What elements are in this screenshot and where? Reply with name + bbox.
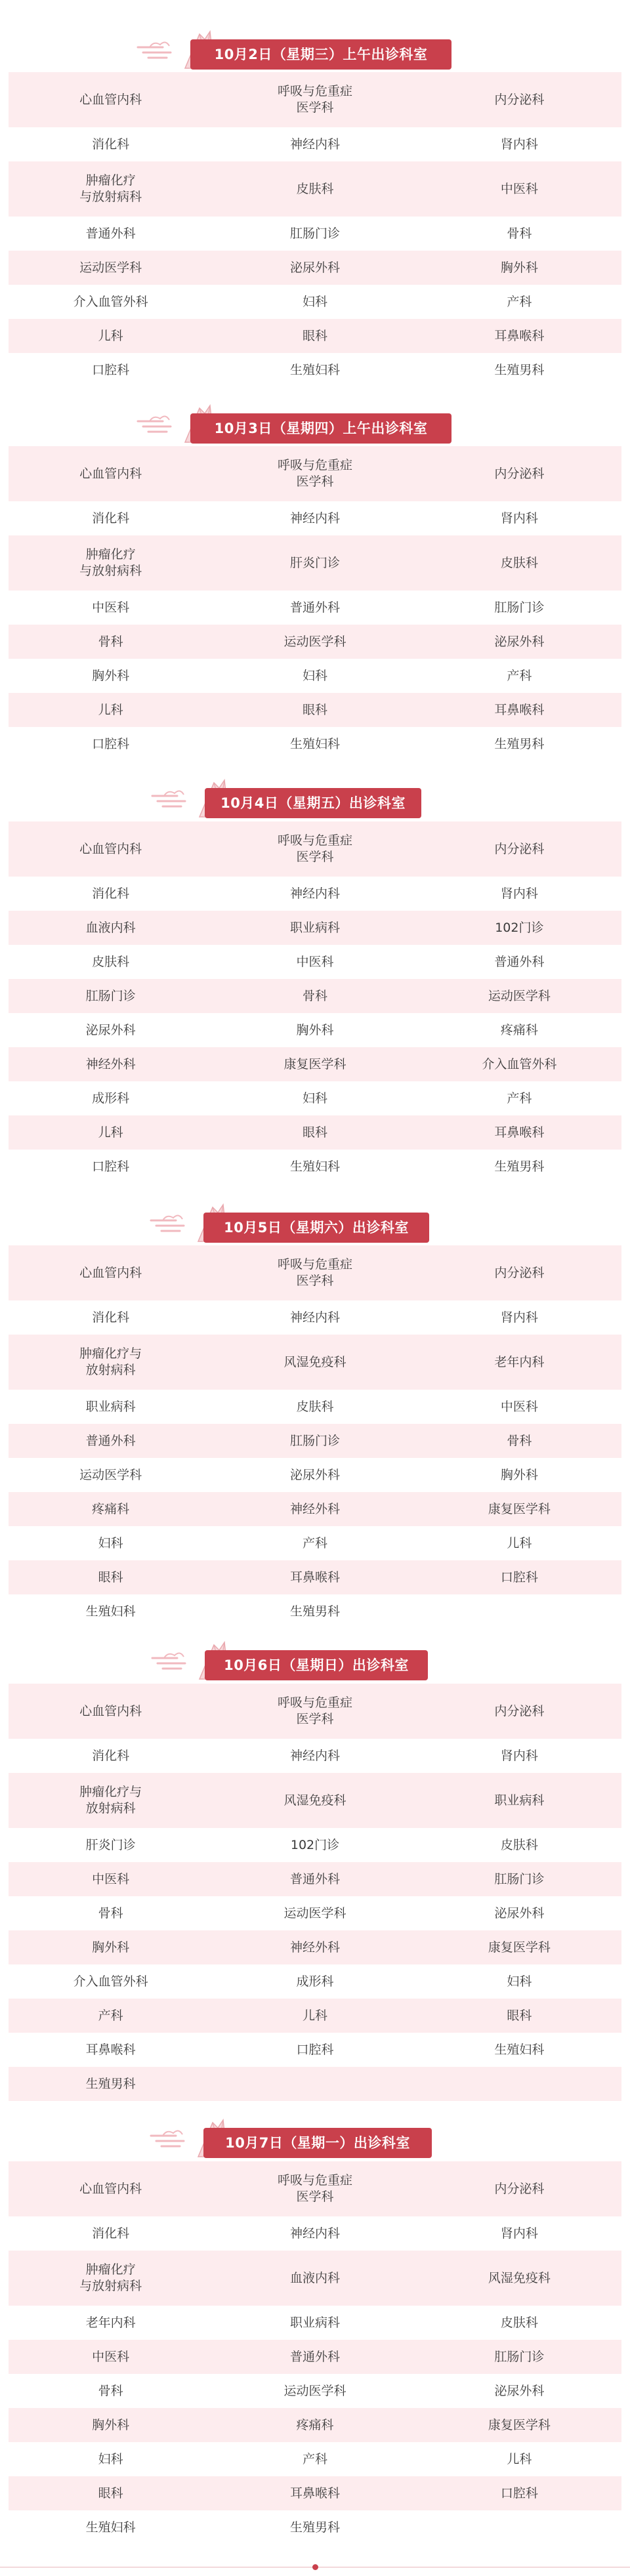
department-cell: 儿科 [507, 1535, 532, 1550]
department-cell: 内分泌科 [494, 1265, 545, 1280]
table-row [9, 251, 621, 285]
table-row [9, 1773, 621, 1828]
table-row [9, 72, 621, 127]
department-cell [213, 2067, 417, 2101]
department-cell: 眼科 [302, 1125, 327, 1140]
department-cell: 皮肤科 [500, 1837, 538, 1852]
table-row [9, 127, 621, 161]
department-cell: 心血管内科 [79, 2181, 142, 2196]
table-row [9, 1828, 621, 1862]
department-cell: 普通外科 [289, 600, 340, 615]
department-cell: 神经外科 [289, 1501, 340, 1516]
table-row [9, 2476, 621, 2510]
department-cell: 内分泌科 [494, 466, 545, 481]
department-cell: 神经外科 [289, 1940, 340, 1955]
department-cell: 肿瘤化疗 与放射病科 [79, 173, 142, 204]
department-cell: 眼科 [98, 1569, 123, 1585]
department-cell: 产科 [507, 294, 532, 309]
department-cell: 胸外科 [92, 2417, 130, 2432]
department-cell: 神经内科 [289, 510, 340, 526]
department-cell: 肛肠门诊 [289, 1433, 340, 1448]
department-cell: 产科 [507, 1091, 532, 1106]
department-cell: 产科 [98, 2008, 123, 2023]
department-cell: 运动医学科 [79, 260, 142, 275]
department-cell: 生殖男科 [85, 2076, 136, 2091]
table-row [9, 2510, 621, 2545]
table-row [9, 2161, 621, 2216]
department-cell: 普通外科 [85, 226, 136, 241]
department-cell: 消化科 [92, 2226, 130, 2241]
department-cell: 内分泌科 [494, 92, 545, 107]
department-cell: 胸外科 [92, 668, 130, 683]
department-cell: 疼痛科 [500, 1022, 538, 1037]
department-cell: 胸外科 [500, 260, 538, 275]
table-row [9, 161, 621, 217]
department-cell: 老年内科 [494, 1354, 545, 1369]
department-cell: 胸外科 [500, 1467, 538, 1482]
table-row [9, 1739, 621, 1773]
department-cell: 生殖妇科 [289, 1159, 340, 1174]
department-cell: 泌尿外科 [494, 634, 545, 649]
table-row [9, 1013, 621, 1047]
department-cell: 妇科 [98, 2451, 123, 2466]
department-cell: 102门诊 [495, 920, 544, 935]
department-cell: 儿科 [98, 1125, 123, 1140]
department-cell: 生殖妇科 [289, 362, 340, 377]
department-cell: 风湿免疫科 [284, 1354, 346, 1369]
table-row [9, 1896, 621, 1930]
table-row [9, 501, 621, 535]
department-cell: 眼科 [98, 2485, 123, 2501]
table-row [9, 1862, 621, 1896]
table-row [9, 1684, 621, 1739]
department-cell: 皮肤科 [500, 2315, 538, 2330]
table-row [9, 2251, 621, 2306]
table-row [9, 285, 621, 319]
department-cell: 介入血管外科 [73, 294, 148, 309]
department-cell: 口腔科 [92, 1159, 130, 1174]
department-cell: 生殖男科 [494, 1159, 545, 1174]
department-cell: 肿瘤化疗与 放射病科 [79, 1785, 142, 1816]
department-cell: 消化科 [92, 510, 130, 526]
department-cell: 呼吸与危重症 医学科 [277, 84, 352, 115]
department-cell [417, 2067, 621, 2101]
department-cell: 口腔科 [500, 1569, 538, 1585]
department-cell: 疼痛科 [92, 1501, 130, 1516]
department-cell: 神经内科 [289, 1310, 340, 1325]
department-cell: 心血管内科 [79, 1703, 142, 1718]
department-cell: 消化科 [92, 886, 130, 901]
table-row [9, 1300, 621, 1335]
department-cell: 产科 [302, 2451, 327, 2466]
department-cell [417, 1594, 621, 1629]
section-title: 10月6日（星期日）出诊科室 [205, 1650, 428, 1680]
department-cell: 神经内科 [289, 1748, 340, 1763]
department-cell: 内分泌科 [494, 841, 545, 856]
department-cell: 内分泌科 [494, 2181, 545, 2196]
department-cell: 口腔科 [92, 736, 130, 751]
department-cell: 神经内科 [289, 2226, 340, 2241]
department-cell: 肛肠门诊 [494, 600, 545, 615]
department-cell: 泌尿外科 [289, 1467, 340, 1482]
table-row [9, 945, 621, 979]
table-row [9, 2442, 621, 2476]
department-cell: 产科 [507, 668, 532, 683]
department-cell: 生殖妇科 [85, 1604, 136, 1619]
department-cell: 肛肠门诊 [289, 226, 340, 241]
section-title: 10月2日（星期三）上午出诊科室 [190, 39, 452, 70]
table-row [9, 535, 621, 591]
department-cell: 生殖男科 [494, 736, 545, 751]
department-cell: 消化科 [92, 136, 130, 152]
department-cell: 胸外科 [92, 1940, 130, 1955]
department-cell: 康复医学科 [284, 1056, 346, 1071]
section-title: 10月4日（星期五）出诊科室 [205, 788, 421, 818]
table-row [9, 1081, 621, 1115]
department-cell: 职业病科 [494, 1793, 545, 1808]
table-row [9, 911, 621, 945]
table-row [9, 217, 621, 251]
department-cell: 儿科 [507, 2451, 532, 2466]
table-row [9, 2340, 621, 2374]
department-cell: 介入血管外科 [73, 1974, 148, 1989]
section-banner [0, 402, 630, 447]
section-banner [0, 1201, 630, 1247]
department-cell: 妇科 [507, 1974, 532, 1989]
department-cell: 泌尿外科 [289, 260, 340, 275]
department-cell: 产科 [302, 1535, 327, 1550]
department-cell: 中医科 [500, 181, 538, 196]
table-row [9, 1930, 621, 1964]
department-cell: 普通外科 [289, 2349, 340, 2364]
department-cell: 心血管内科 [79, 841, 142, 856]
table-row [9, 591, 621, 625]
department-cell: 呼吸与危重症 医学科 [277, 458, 352, 489]
department-cell: 耳鼻喉科 [289, 1569, 340, 1585]
table-row [9, 727, 621, 761]
department-cell: 生殖男科 [289, 2520, 340, 2535]
department-cell: 生殖妇科 [494, 2042, 545, 2057]
department-cell: 普通外科 [289, 1871, 340, 1886]
table-row [9, 1335, 621, 1390]
table-row [9, 2306, 621, 2340]
department-cell: 职业病科 [289, 920, 340, 935]
table-row [9, 1594, 621, 1629]
department-cell: 呼吸与危重症 医学科 [277, 1695, 352, 1726]
department-cell: 肛肠门诊 [494, 1871, 545, 1886]
department-cell: 眼科 [302, 702, 327, 717]
department-cell: 心血管内科 [79, 1265, 142, 1280]
department-cell: 呼吸与危重症 医学科 [277, 1257, 352, 1288]
table-row [9, 1999, 621, 2033]
department-cell: 老年内科 [85, 2315, 136, 2330]
department-cell: 心血管内科 [79, 92, 142, 107]
section-title: 10月5日（星期六）出诊科室 [203, 1213, 429, 1243]
department-cell: 中医科 [92, 600, 130, 615]
table-row [9, 1964, 621, 1999]
department-cell: 生殖妇科 [85, 2520, 136, 2535]
department-cell: 肾内科 [500, 510, 538, 526]
department-cell: 骨科 [98, 2383, 123, 2398]
department-cell: 儿科 [98, 702, 123, 717]
department-cell: 骨科 [98, 1905, 123, 1921]
table-row [9, 1458, 621, 1492]
department-cell: 泌尿外科 [85, 1022, 136, 1037]
department-cell: 血液内科 [289, 2270, 340, 2285]
department-cell: 骨科 [98, 634, 123, 649]
department-cell: 风湿免疫科 [284, 1793, 346, 1808]
table-row [9, 1526, 621, 1560]
department-cell: 泌尿外科 [494, 2383, 545, 2398]
table-row [9, 1390, 621, 1424]
department-cell: 职业病科 [85, 1399, 136, 1414]
department-cell: 消化科 [92, 1748, 130, 1763]
department-cell: 生殖男科 [494, 362, 545, 377]
section-banner [0, 28, 630, 73]
table-row [9, 979, 621, 1013]
department-cell: 肛肠门诊 [85, 988, 136, 1003]
department-cell: 运动医学科 [284, 1905, 346, 1921]
table-row [9, 821, 621, 877]
table-row [9, 1492, 621, 1526]
department-cell: 耳鼻喉科 [85, 2042, 136, 2057]
department-cell: 泌尿外科 [494, 1905, 545, 1921]
department-cell: 肿瘤化疗 与放射病科 [79, 547, 142, 578]
department-cell: 妇科 [302, 1091, 327, 1106]
department-cell: 成形科 [92, 1091, 130, 1106]
department-cell: 妇科 [302, 294, 327, 309]
department-cell: 眼科 [302, 328, 327, 343]
table-row [9, 2216, 621, 2251]
department-cell: 妇科 [302, 668, 327, 683]
table-row [9, 625, 621, 659]
department-cell: 耳鼻喉科 [494, 702, 545, 717]
department-cell: 运动医学科 [284, 634, 346, 649]
department-cell: 疼痛科 [296, 2417, 334, 2432]
table-row [9, 1047, 621, 1081]
department-cell: 骨科 [302, 988, 327, 1003]
section-title: 10月7日（星期一）出诊科室 [203, 2128, 432, 2158]
department-cell: 眼科 [507, 2008, 532, 2023]
table-row [9, 1150, 621, 1184]
department-cell: 肾内科 [500, 2226, 538, 2241]
department-cell: 心血管内科 [79, 466, 142, 481]
department-cell: 肝炎门诊 [85, 1837, 136, 1852]
department-cell: 口腔科 [296, 2042, 334, 2057]
table-row [9, 2067, 621, 2101]
department-cell: 骨科 [507, 226, 532, 241]
department-cell: 皮肤科 [92, 954, 130, 969]
department-cell: 肛肠门诊 [494, 2349, 545, 2364]
department-cell: 口腔科 [500, 2485, 538, 2501]
table-row [9, 353, 621, 387]
department-cell: 肾内科 [500, 1310, 538, 1325]
table-row [9, 1115, 621, 1150]
department-cell: 中医科 [92, 1871, 130, 1886]
department-cell: 儿科 [302, 2008, 327, 2023]
department-cell: 生殖男科 [289, 1604, 340, 1619]
table-row [9, 659, 621, 693]
department-cell [417, 2510, 621, 2545]
section-banner [0, 1638, 630, 1684]
table-row [9, 2033, 621, 2067]
department-cell: 妇科 [98, 1535, 123, 1550]
department-cell: 骨科 [507, 1433, 532, 1448]
department-cell: 神经内科 [289, 136, 340, 152]
department-cell: 呼吸与危重症 医学科 [277, 2173, 352, 2204]
department-cell: 神经内科 [289, 886, 340, 901]
department-cell: 运动医学科 [488, 988, 551, 1003]
department-cell: 职业病科 [289, 2315, 340, 2330]
department-cell: 运动医学科 [79, 1467, 142, 1482]
department-cell: 生殖妇科 [289, 736, 340, 751]
department-cell: 皮肤科 [296, 1399, 334, 1414]
department-cell: 风湿免疫科 [488, 2270, 551, 2285]
table-row [9, 2408, 621, 2442]
department-cell: 皮肤科 [296, 181, 334, 196]
section-banner [0, 2116, 630, 2162]
department-cell: 消化科 [92, 1310, 130, 1325]
department-cell: 皮肤科 [500, 555, 538, 570]
bottom-dot-icon [312, 2564, 318, 2570]
table-row [9, 1560, 621, 1594]
table-row [9, 319, 621, 353]
table-row [9, 1245, 621, 1300]
department-cell: 耳鼻喉科 [289, 2485, 340, 2501]
department-cell: 康复医学科 [488, 2417, 551, 2432]
department-cell: 普通外科 [494, 954, 545, 969]
department-cell: 成形科 [296, 1974, 334, 1989]
department-cell: 肾内科 [500, 886, 538, 901]
table-row [9, 693, 621, 727]
department-cell: 肾内科 [500, 1748, 538, 1763]
department-cell: 呼吸与危重症 医学科 [277, 833, 352, 864]
department-cell: 康复医学科 [488, 1940, 551, 1955]
department-cell: 耳鼻喉科 [494, 328, 545, 343]
department-cell: 介入血管外科 [482, 1056, 557, 1071]
department-cell: 中医科 [296, 954, 334, 969]
table-row [9, 446, 621, 501]
department-cell: 儿科 [98, 328, 123, 343]
section-banner [0, 776, 630, 822]
table-row [9, 1424, 621, 1458]
department-cell: 中医科 [92, 2349, 130, 2364]
department-cell: 神经外科 [85, 1056, 136, 1071]
department-cell: 肾内科 [500, 136, 538, 152]
department-cell: 中医科 [500, 1399, 538, 1414]
department-cell: 肿瘤化疗 与放射病科 [79, 2262, 142, 2293]
department-cell: 血液内科 [85, 920, 136, 935]
section-title: 10月3日（星期四）上午出诊科室 [190, 413, 452, 444]
department-cell: 耳鼻喉科 [494, 1125, 545, 1140]
department-cell: 康复医学科 [488, 1501, 551, 1516]
department-cell: 普通外科 [85, 1433, 136, 1448]
department-cell: 102门诊 [290, 1837, 340, 1852]
department-cell: 口腔科 [92, 362, 130, 377]
department-cell: 运动医学科 [284, 2383, 346, 2398]
department-cell: 胸外科 [296, 1022, 334, 1037]
table-row [9, 2374, 621, 2408]
department-cell: 肝炎门诊 [289, 555, 340, 570]
table-row [9, 877, 621, 911]
department-cell: 肿瘤化疗与 放射病科 [79, 1346, 142, 1377]
department-cell: 内分泌科 [494, 1703, 545, 1718]
